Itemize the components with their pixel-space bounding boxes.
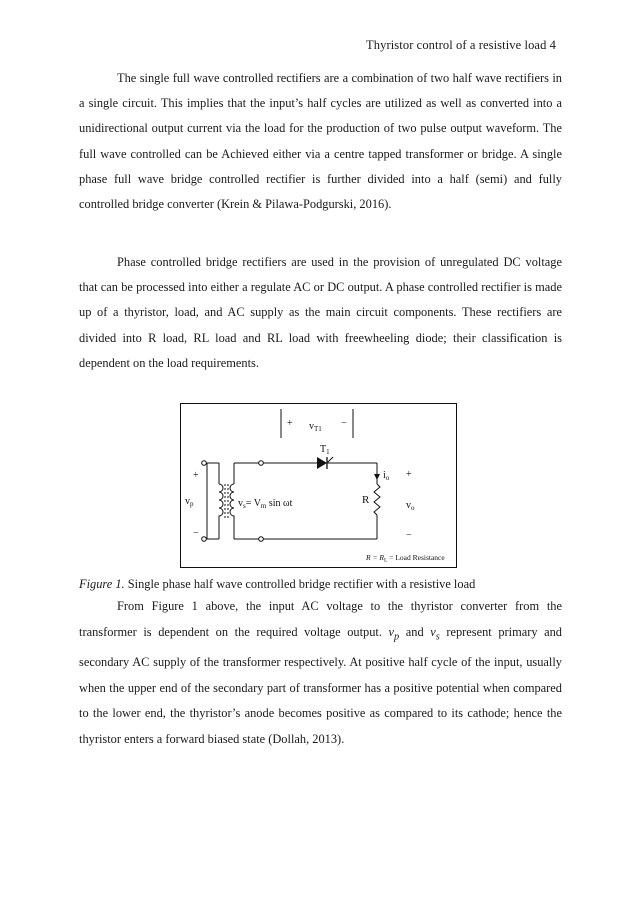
vt1-label: $v_{T1}$ [309, 421, 322, 433]
vt1-plus: + [287, 418, 293, 429]
circuit-figure [180, 403, 457, 568]
paragraph-1 [79, 66, 562, 217]
primary-plus: + [193, 470, 199, 481]
paragraph-3-text-a: From Figure 1 above, the input AC voltage to the thyristor converter from the transformer is dependent on the required voltage output. [79, 599, 562, 639]
paragraph-3-text-b: represent primary and secondary AC supply of the transformer respectively. At positive half cycle of the input, usually when the upper end of the secondary part of transformer has a positive potential when compared to the lower end, the thyristor’s anode becomes positive as compared to its cathode; hence the thyristor enters a forward biased state (Dollah, 2013). [79, 624, 562, 746]
paragraph-3 [79, 594, 562, 753]
vt1-minus: − [341, 418, 347, 429]
output-minus: − [406, 530, 412, 541]
vs-equation: $v_s= V_m$ sin ωt [238, 498, 293, 510]
paragraph-2 [79, 250, 562, 376]
figure-caption-label: Figure 1. [79, 577, 125, 591]
circuit-diagram [181, 404, 458, 569]
figure-caption-text: Single phase half wave controlled bridge rectifier with a resistive load [124, 577, 476, 591]
running-header: Thyristor control of a resistive load 4 [366, 38, 556, 52]
primary-bottom-terminal [202, 537, 207, 542]
secondary-coil [230, 484, 234, 519]
load-resistor [374, 484, 380, 515]
paragraph-3-and: and [399, 624, 431, 639]
primary-top-terminal [202, 461, 207, 466]
vs-symbol: $v_s$ [430, 624, 440, 643]
primary-coil [219, 484, 223, 519]
vo-label: $v_o$ [406, 500, 415, 512]
primary-minus: − [193, 528, 199, 539]
thyristor-label: $T_1$ [320, 444, 330, 456]
vp-label: $v_p$ [185, 496, 194, 508]
resistor-label: R [362, 494, 370, 506]
output-plus: + [406, 469, 412, 480]
current-arrow [374, 474, 380, 480]
thyristor-symbol [317, 457, 327, 469]
load-note: $R = R_L$ = Load Resistance [366, 553, 445, 564]
paragraph-1-text: The single full wave controlled rectifiers are a combination of two half wave rectifiers in a single circuit. This implies that the input’s half cycles are utilized as well as converted into a unidirectional output current via the load for the production of two pulse output waveform. The full wave controlled can be Achieved either via a centre tapped transformer or bridge. A single phase full wave bridge controlled rectifier is further divided into a half (semi) and fully controlled bridge converter (Krein & Pilawa-Podgurski, 2016). [79, 71, 562, 212]
figure-caption [79, 577, 475, 592]
paragraph-2-text: Phase controlled bridge rectifiers are used in the provision of unregulated DC voltage that can be processed into either a regulate AC or DC output. A phase controlled rectifier is made up of a thyristor, load, and AC supply as the main circuit components. These rectifiers are divided into R load, RL load and RL load with freewheeling diode; their classification is dependent on the load requirements. [79, 255, 562, 370]
io-label: $i_o$ [383, 470, 390, 482]
vp-symbol: $v_p$ [388, 624, 400, 643]
